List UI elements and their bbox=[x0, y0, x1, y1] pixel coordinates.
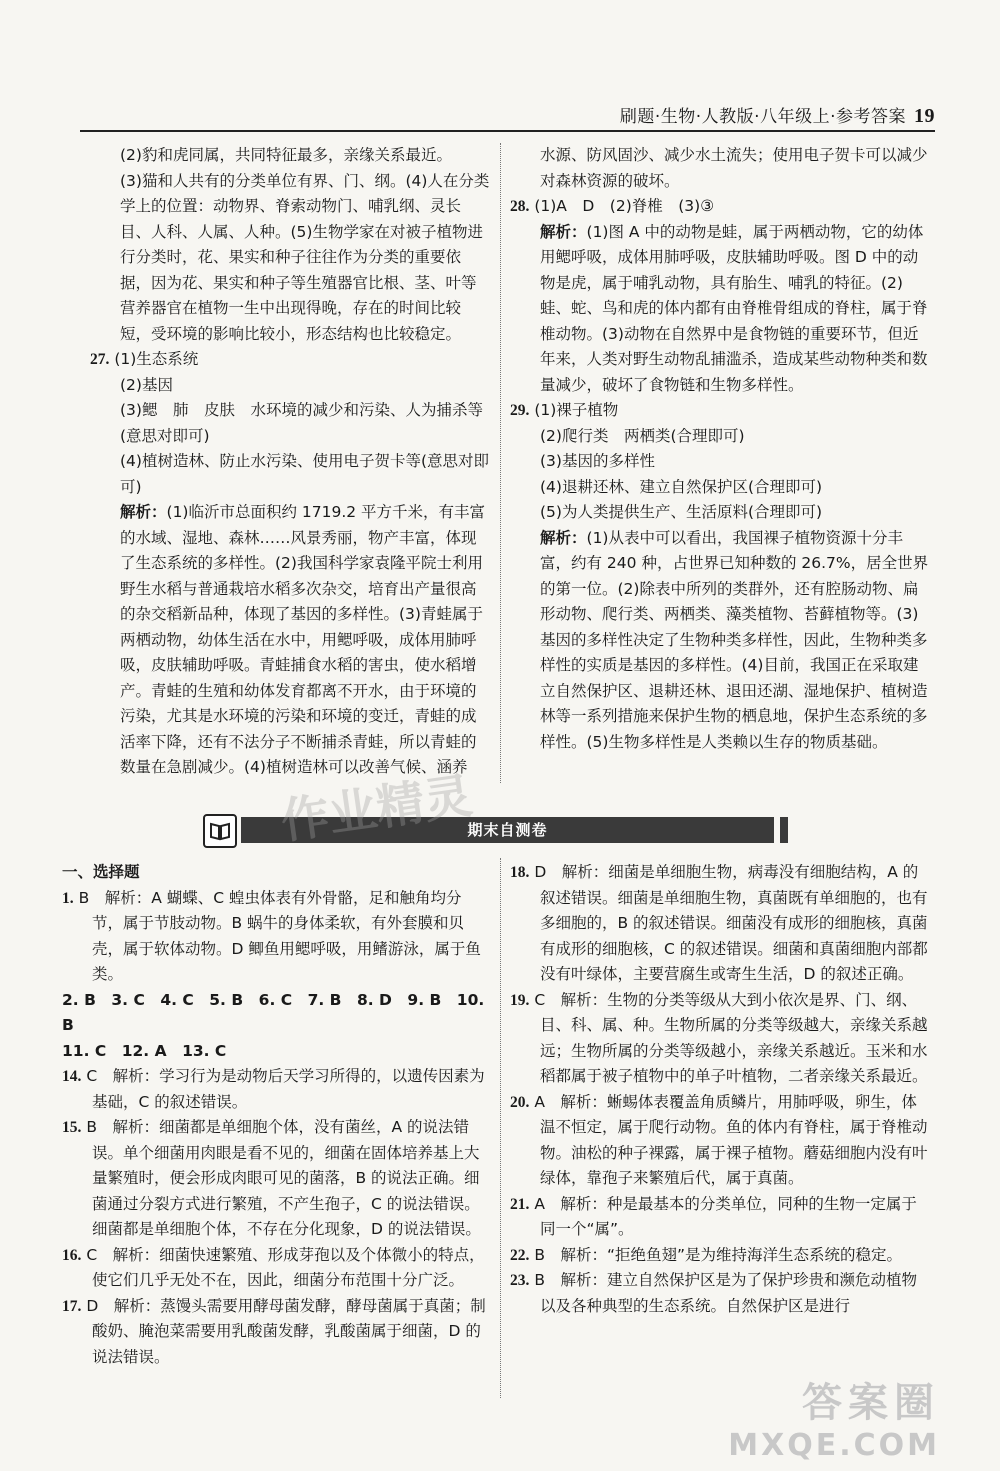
q21-number: 21. bbox=[510, 1195, 530, 1213]
book-icon bbox=[203, 814, 237, 848]
q15 bbox=[62, 1115, 492, 1243]
q27-analysis-continued: 水源、防风固沙、减少水土流失；使用电子贺卡可以减少对森林资源的破坏。 bbox=[540, 146, 928, 190]
page-number: 19 bbox=[914, 105, 935, 127]
column-divider bbox=[500, 143, 501, 783]
q20-number: 20. bbox=[510, 1093, 530, 1111]
q29-answer2: (2)爬行类 两栖类(合理即可) bbox=[540, 426, 745, 445]
watermark-stamp: 作业精灵 bbox=[277, 767, 476, 851]
watermark-line2: MXQE.COM bbox=[728, 1428, 940, 1463]
analysis-label: 解析： bbox=[540, 222, 587, 241]
q23-text: B 解析：建立自然保护区是为了保护珍贵和濒危动植物以及各种典型的生态系统。自然保护区是进行 bbox=[534, 1271, 917, 1315]
q16 bbox=[62, 1243, 492, 1294]
q18 bbox=[510, 860, 930, 988]
top-right-column bbox=[510, 143, 930, 755]
q14 bbox=[62, 1064, 492, 1115]
header-title: 刷题·生物·人教版·八年级上·参考答案 19 bbox=[619, 105, 935, 127]
q29 bbox=[510, 398, 930, 424]
q21 bbox=[510, 1192, 930, 1243]
q28-analysis bbox=[510, 220, 930, 399]
q27-answer2: (2)基因 bbox=[120, 375, 173, 394]
q29-answer5: (5)为人类提供生产、生活原料(合理即可) bbox=[540, 503, 823, 521]
q15-number: 15. bbox=[62, 1119, 82, 1136]
q14-number: 14. bbox=[62, 1068, 82, 1085]
q26-part2: (2)豹和虎同属，共同特征最多，亲缘关系最近。 bbox=[120, 146, 452, 164]
q23 bbox=[510, 1268, 930, 1319]
q22-text: B 解析：“拒绝鱼翅”是为维持海洋生态系统的稳定。 bbox=[534, 1245, 903, 1264]
banner-title: 期末自测卷 bbox=[241, 817, 774, 843]
bottom-right-column bbox=[510, 860, 930, 1319]
q11-13-answers: 11. C 12. A 13. C bbox=[62, 1041, 227, 1060]
q20-text: A 解析：蜥蜴体表覆盖角质鳞片，用肺呼吸，卵生，体温不恒定，属于爬行动物。鱼的体内有脊柱，属于脊椎动物。油松的种子裸露，属于裸子植物。蘑菇细胞内没有叶绿体，靠孢子来繁殖后代，属于真菌。 bbox=[534, 1092, 928, 1187]
q1 bbox=[62, 886, 492, 988]
q26-part3: (3)猫和人共有的分类单位有界、门、纲。(4)人在分类学上的位置：动物界、脊索动物门、哺乳纲、灵长目、人科、人属、人种。(5)生物学家在对被子植物进行分类时，花、果实和种子往往作为分类的重要依据，因为花、果实和种子等生殖器官比根、茎、叶等营养器官在植物一生中出现得晚，存在的时间比较短，受环境的影响比较小，形态结构也比较稳定。 bbox=[120, 171, 490, 343]
analysis-label: 解析： bbox=[120, 503, 167, 521]
q22 bbox=[510, 1243, 930, 1269]
q28-analysis-text: (1)图 A 中的动物是蛙，属于两栖动物，它的幼体用鳃呼吸，成体用肺呼吸，皮肤辅助呼吸。图 D 中的动物是虎，属于哺乳动物，具有胎生、哺乳的特征。(2)蛙、蛇、鸟和虎的体内都有由脊椎骨组成的脊柱，属于脊椎动物。(3)动物在自然界中是食物链的重要环节，但近年来，人类对野生动物乱捕滥杀，造成某些动物种类和数量减少，破坏了食物链和生物多样性。 bbox=[540, 222, 928, 394]
q20 bbox=[510, 1090, 930, 1192]
q1-number: 1. bbox=[62, 889, 74, 907]
q16-number: 16. bbox=[62, 1246, 82, 1264]
q29-analysis-text: (1)从表中可以看出，我国裸子植物资源十分丰富，约有 240 种，占世界已知种数的 26.7%，居全世界的第一位。(2)除表中所列的类群外，还有腔肠动物、扁形动物、爬行类、两栖类、藻类植物、苔藓植物等。(3)基因的多样性决定了生物种类多样性，因此，生物种类多样性的实质是基因的多样性。(4)目前，我国正在采取建立自然保护区、退耕还林、退田还湖、湿地保护、植树造林等一系列措施来保护生物的栖息地，保护生态系统的多样性。(5)生物多样性是人类赖以生存的物质基础。 bbox=[540, 528, 929, 751]
q28-number: 28. bbox=[510, 198, 530, 215]
q27-answer1: (1)生态系统 bbox=[114, 350, 199, 368]
q14-text: C 解析：学习行为是动物后天学习所得的，以遗传因素为基础，C 的叙述错误。 bbox=[86, 1067, 485, 1111]
section-title: 一、选择题 bbox=[62, 863, 140, 881]
q27-answer3: (3)鳃 肺 皮肤 水环境的减少和污染、人为捕杀等(意思对即可) bbox=[120, 401, 483, 445]
banner-tail bbox=[780, 817, 788, 843]
site-watermark bbox=[728, 1371, 940, 1463]
q28-answer: (1)A D (2)脊椎 (3)③ bbox=[534, 197, 715, 215]
q29-number: 29. bbox=[510, 402, 530, 419]
q29-analysis bbox=[510, 526, 930, 756]
q27-analysis bbox=[90, 500, 490, 781]
q27-analysis-text: (1)临沂市总面积约 1719.2 平方千米，有丰富的水域、湿地、森林……风景秀丽，物产丰富，体现了生态系统的多样性。(2)我国科学家袁隆平院士利用野生水稻与普通栽培水稻多次杂交，培育出产量很高的杂交稻新品种，体现了基因的多样性。(3)青蛙属于两栖动物，幼体生活在水中，用鳃呼吸，成体用肺呼吸，皮肤辅助呼吸。青蛙捕食水稻的害虫，使水稻增产。青蛙的生殖和幼体发育都离不开水，由于环境的污染，尤其是水环境的污染和环境的变迁，青蛙的成活率下降，还有不法分子不断捕杀青蛙，所以青蛙的数量在急剧减少。(4)植树造林可以改善气候、涵养 bbox=[120, 503, 486, 776]
q19-text: C 解析：生物的分类等级从大到小依次是界、门、纲、目、科、属、种。生物所属的分类等级越大，亲缘关系越远；生物所属的分类等级越小，亲缘关系越近。玉米和水稻都属于被子植物中的单子叶植物，二者亲缘关系最近。 bbox=[534, 990, 928, 1085]
q15-text: B 解析：细菌都是单细胞个体，没有菌丝，A 的说法错误。单个细菌用肉眼是看不见的，细菌在固体培养基上大量繁殖时，便会形成肉眼可见的菌落，B 的说法正确。细菌通过分裂方式进行繁殖，不产生孢子，C 的说法错误。细菌都是单细胞个体，不存在分化现象，D 的说法错误。 bbox=[86, 1118, 481, 1238]
bottom-left-column bbox=[62, 860, 492, 1370]
q21-text: A 解析：种是最基本的分类单位，同种的生物一定属于同一个“属”。 bbox=[534, 1194, 917, 1238]
q2-10-answers: 2. B 3. C 4. C 5. B 6. C 7. B 8. D 9. B 10. B bbox=[62, 990, 485, 1034]
q29-answer3: (3)基因的多样性 bbox=[540, 452, 655, 470]
q28 bbox=[510, 194, 930, 220]
q17 bbox=[62, 1294, 492, 1371]
page-header bbox=[80, 98, 935, 132]
q19 bbox=[510, 988, 930, 1090]
q18-text: D 解析：细菌是单细胞生物，病毒没有细胞结构，A 的叙述错误。细菌是单细胞生物，真菌既有单细胞的，也有多细胞的，B 的叙述错误。细菌没有成形的细胞核，真菌有成形的细胞核，C 的叙述错误。细菌和真菌细胞内部都没有叶绿体，主要营腐生或寄生生活，D 的叙述正确。 bbox=[534, 863, 928, 983]
q17-text: D 解析：蒸馒头需要用酵母菌发酵，酵母菌属于真菌；制酸奶、腌泡菜需要用乳酸菌发酵，乳酸菌属于细菌，D 的说法错误。 bbox=[86, 1296, 486, 1366]
q27-answer4: (4)植树造林、防止水污染、使用电子贺卡等(意思对即可) bbox=[120, 452, 490, 496]
q1-text: B 解析：A 蝴蝶、C 蝗虫体表有外骨骼，足和触角均分节，属于节肢动物。B 蜗牛的身体柔软，有外套膜和贝壳，属于软体动物。D 鲫鱼用鳃呼吸，用鳍游泳，属于鱼类。 bbox=[78, 888, 481, 983]
q27-number: 27. bbox=[90, 351, 110, 368]
top-left-column bbox=[90, 143, 490, 781]
q22-number: 22. bbox=[510, 1246, 530, 1264]
q27 bbox=[90, 347, 490, 373]
column-divider-bottom bbox=[500, 858, 501, 1398]
q17-number: 17. bbox=[62, 1297, 82, 1315]
q29-answer1: (1)裸子植物 bbox=[534, 401, 619, 419]
analysis-label: 解析： bbox=[540, 528, 587, 547]
watermark-line1: 答案圈 bbox=[802, 1380, 940, 1426]
q23-number: 23. bbox=[510, 1272, 530, 1289]
q19-number: 19. bbox=[510, 991, 530, 1009]
q18-number: 18. bbox=[510, 864, 530, 881]
q16-text: C 解析：细菌快速繁殖、形成芽孢以及个体微小的特点，使它们几乎无处不在，因此，细菌分布范围十分广泛。 bbox=[86, 1245, 485, 1289]
q29-answer4: (4)退耕还林、建立自然保护区(合理即可) bbox=[540, 477, 823, 496]
